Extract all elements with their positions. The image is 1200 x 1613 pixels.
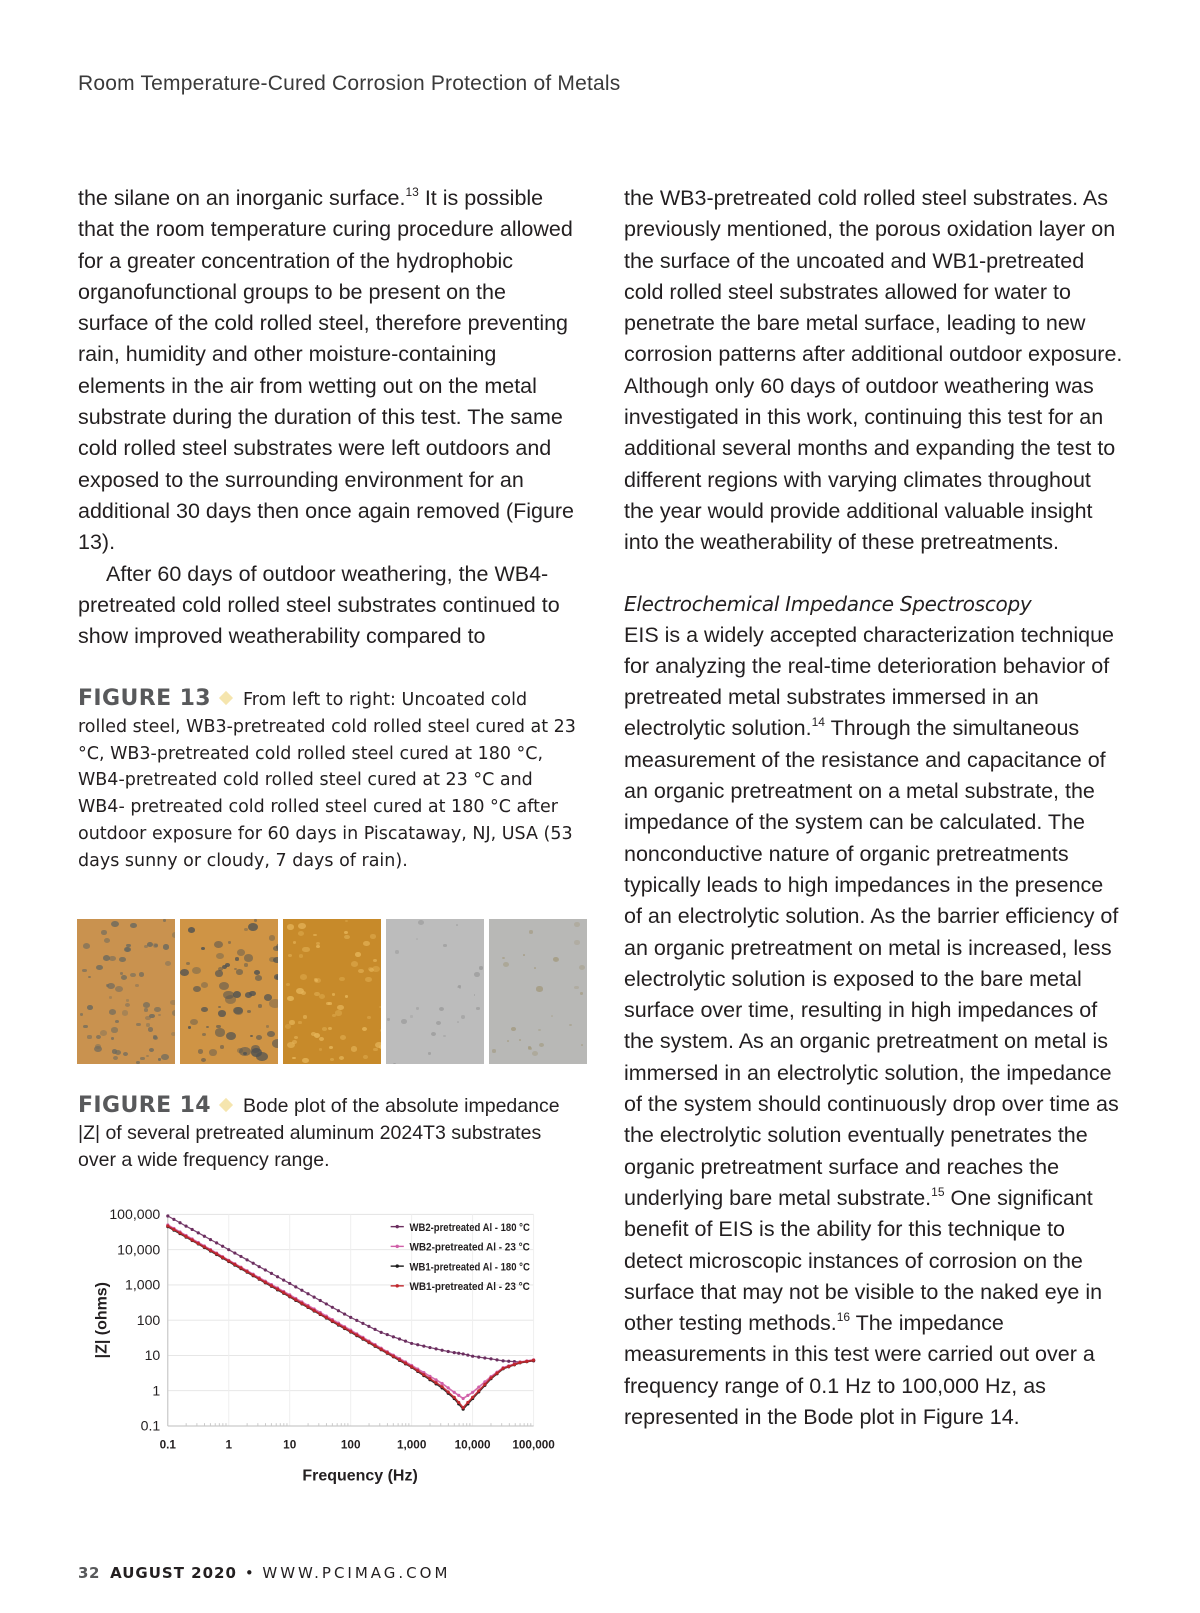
data-point: [166, 1224, 169, 1227]
x-tick-label: 10,000: [454, 1438, 491, 1452]
data-point: [337, 1309, 340, 1312]
data-point: [252, 1262, 255, 1265]
data-point: [313, 1309, 316, 1312]
diamond-icon: [219, 691, 233, 705]
data-point: [288, 1295, 291, 1298]
data-point: [386, 1333, 389, 1336]
data-point: [276, 1288, 279, 1291]
left-column: [78, 183, 578, 652]
sample-photo: [77, 919, 175, 1064]
x-tick-label: 1,000: [396, 1438, 427, 1452]
bode-plot-svg: [78, 1205, 598, 1520]
x-tick-label: 0.1: [159, 1438, 176, 1452]
data-point: [422, 1373, 425, 1376]
figure-14-label: FIGURE 14: [78, 1093, 211, 1118]
footnote-ref: 16: [836, 1310, 851, 1325]
data-point: [502, 1367, 505, 1370]
data-point: [428, 1346, 431, 1349]
y-tick-label: 100,000: [109, 1206, 161, 1223]
y-tick-label: 10,000: [117, 1241, 161, 1258]
figure-13-caption: [78, 686, 578, 875]
data-point: [404, 1362, 407, 1365]
data-point: [466, 1401, 469, 1404]
data-point: [355, 1333, 358, 1336]
y-axis-title: |Z| (ohms): [93, 1282, 111, 1359]
text-span: EIS is a widely accepted characterization technique for analyzing the real-time deterioration behavior of pretreated metal substrates immersed in an electrolytic solution.: [624, 622, 1114, 741]
data-point: [203, 1245, 206, 1248]
data-point: [495, 1358, 498, 1361]
data-point: [453, 1396, 456, 1399]
data-point: [306, 1305, 309, 1308]
data-point: [367, 1340, 370, 1343]
data-point: [447, 1386, 450, 1389]
data-point: [410, 1342, 413, 1345]
data-point: [462, 1406, 465, 1409]
data-point: [489, 1357, 492, 1360]
data-point: [462, 1397, 465, 1400]
data-point: [398, 1358, 401, 1361]
legend-label: WB2-pretreated Al - 23 °C: [409, 1241, 530, 1254]
x-axis-title: Frequency (Hz): [302, 1467, 418, 1485]
data-point: [239, 1266, 242, 1269]
legend-label: WB1-pretreated Al - 180 °C: [409, 1261, 530, 1274]
data-point: [361, 1337, 364, 1340]
running-head: Room Temperature-Cured Corrosion Protection of Metals: [78, 72, 621, 95]
data-point: [197, 1242, 200, 1245]
data-point: [276, 1275, 279, 1278]
website-link[interactable]: WWW.PCIMAG.COM: [262, 1564, 451, 1582]
legend-label: WB2-pretreated Al - 180 °C: [409, 1221, 530, 1234]
data-point: [282, 1279, 285, 1282]
y-tick-label: 0.1: [140, 1417, 161, 1434]
data-point: [227, 1259, 230, 1262]
text-span: One significant benefit of EIS is the ability for this technique to detect microscopic instances of corrosion on the surface that may not be visible to the naked eye in other testing methods.: [624, 1185, 1103, 1336]
data-point: [258, 1277, 261, 1280]
data-point: [319, 1312, 322, 1315]
data-point: [471, 1391, 474, 1394]
sample-photo: [283, 919, 381, 1064]
data-point: [392, 1335, 395, 1338]
data-point: [477, 1356, 480, 1359]
page-number: 32: [78, 1564, 101, 1582]
data-point: [184, 1225, 187, 1228]
data-point: [300, 1289, 303, 1292]
data-point: [337, 1323, 340, 1326]
text-span: Through the simultaneous measurement of the resistance and capacitance of an organic pretreatment on a metal substrate, the impedance of the system can be calculated. The nonconductive nature of organic pretreatments typically leads to high impedances in the presence of an electrolytic solution. As the barrier efficiency of an organic pretreatment on metal is increased, less electrolytic solution is exposed to the bare metal surface over time, resulting in high impedances of the system. As an organic pretreatment on metal is immersed in an electrolytic solution, the impedance of the system should continuously drop over time as the electrolytic solution eventually penetrates the organic pretreatment surface and reaches the underlying bare metal substrate.: [624, 716, 1119, 1210]
data-point: [416, 1343, 419, 1346]
data-point: [349, 1330, 352, 1333]
data-point: [264, 1268, 267, 1271]
data-point: [166, 1214, 169, 1217]
data-point: [518, 1361, 521, 1364]
data-point: [270, 1284, 273, 1287]
data-point: [227, 1248, 230, 1251]
sample-photo: [180, 919, 278, 1064]
data-point: [457, 1352, 460, 1355]
data-point: [483, 1356, 486, 1359]
data-point: [525, 1360, 528, 1363]
data-point: [502, 1359, 505, 1362]
data-point: [343, 1312, 346, 1315]
y-tick-label: 1: [152, 1382, 161, 1399]
footnote-ref: 15: [931, 1184, 945, 1199]
data-point: [404, 1340, 407, 1343]
bode-plot: [78, 1205, 598, 1520]
left-paragraph-2: After 60 days of outdoor weathering, the WB4-pretreated cold rolled steel substrates continued to show improved weatherability compared to: [78, 561, 560, 649]
data-point: [483, 1383, 486, 1386]
data-point: [313, 1296, 316, 1299]
right-paragraph-2: [624, 620, 1124, 1434]
diamond-icon: [219, 1098, 233, 1112]
data-point: [466, 1394, 469, 1397]
data-point: [306, 1292, 309, 1295]
data-point: [532, 1359, 535, 1362]
text-span: It is possible that the room temperature curing procedure allowed for a greater concentration of the hydrophobic organofunctional groups to be present on the surface of the cold rolled steel, therefore preventing rain, humidity and other moisture-containing elements in the air from wetting out on the metal substrate during the duration of this test. The same cold rolled steel substrates were left outdoors and exposed to the surrounding environment for an additional 30 days then once again removed (Figure 13).: [78, 186, 575, 555]
data-point: [434, 1347, 437, 1350]
data-point: [477, 1386, 480, 1389]
figure-14-caption: [78, 1092, 578, 1174]
separator: •: [244, 1564, 255, 1582]
data-point: [172, 1228, 175, 1231]
data-point: [380, 1348, 383, 1351]
data-point: [410, 1365, 413, 1368]
data-point: [300, 1302, 303, 1305]
data-point: [462, 1352, 465, 1355]
data-point: [343, 1326, 346, 1329]
legend-marker: [396, 1245, 399, 1248]
data-point: [172, 1218, 175, 1221]
x-tick-label: 1: [225, 1438, 233, 1452]
x-tick-label: 10: [283, 1438, 297, 1452]
data-point: [447, 1350, 450, 1353]
x-tick-label: 100: [340, 1438, 361, 1452]
data-point: [380, 1331, 383, 1334]
data-point: [209, 1249, 212, 1252]
data-point: [398, 1337, 401, 1340]
data-point: [471, 1396, 474, 1399]
data-point: [233, 1263, 236, 1266]
data-point: [507, 1365, 510, 1368]
data-point: [355, 1319, 358, 1322]
legend-marker: [396, 1284, 399, 1287]
data-point: [325, 1302, 328, 1305]
data-point: [245, 1270, 248, 1273]
data-point: [416, 1369, 419, 1372]
data-point: [440, 1382, 443, 1385]
data-point: [264, 1281, 267, 1284]
y-tick-label: 100: [136, 1311, 161, 1328]
data-point: [422, 1345, 425, 1348]
data-point: [252, 1274, 255, 1277]
data-point: [428, 1377, 431, 1380]
data-point: [367, 1325, 370, 1328]
data-point: [221, 1256, 224, 1259]
data-point: [471, 1355, 474, 1358]
legend-label: WB1-pretreated Al - 23 °C: [409, 1281, 530, 1294]
data-point: [331, 1306, 334, 1309]
data-point: [457, 1401, 460, 1404]
data-point: [191, 1238, 194, 1241]
data-point: [477, 1389, 480, 1392]
data-point: [319, 1299, 322, 1302]
data-point: [203, 1235, 206, 1238]
data-point: [191, 1228, 194, 1231]
legend-marker: [396, 1264, 399, 1267]
data-point: [221, 1245, 224, 1248]
right-paragraph-1: the WB3-pretreated cold rolled steel substrates. As previously mentioned, the porous oxidation layer on the surface of the uncoated and WB1-pretreated cold rolled steel substrates allowed for water to penetrate the bare metal surface, leading to new corrosion patterns after additional outdoor exposure. Although only 60 days of outdoor weathering was investigated in this work, continuing this test for an additional several months and expanding the test to different regions with varying climates throughout the year would provide additional valuable insight into the weatherability of these pretreatments.: [624, 186, 1123, 555]
page-footer: [78, 1564, 450, 1582]
data-point: [507, 1360, 510, 1363]
data-point: [294, 1298, 297, 1301]
data-point: [282, 1291, 285, 1294]
y-tick-label: 1,000: [125, 1276, 161, 1293]
right-column: [624, 183, 1124, 1433]
data-point: [239, 1255, 242, 1258]
text-span: the silane on an inorganic surface.: [78, 186, 406, 210]
data-point: [178, 1231, 181, 1234]
data-point: [386, 1351, 389, 1354]
data-point: [215, 1241, 218, 1244]
data-point: [466, 1353, 469, 1356]
data-point: [440, 1385, 443, 1388]
data-point: [447, 1390, 450, 1393]
data-point: [373, 1328, 376, 1331]
legend-marker: [396, 1225, 399, 1228]
data-point: [197, 1231, 200, 1234]
data-point: [453, 1391, 456, 1394]
section-heading: Electrochemical Impedance Spectroscopy: [624, 591, 1032, 616]
left-paragraph-1: [78, 183, 578, 559]
data-point: [294, 1285, 297, 1288]
footnote-ref: 14: [811, 715, 825, 730]
data-point: [258, 1265, 261, 1268]
y-tick-label: 10: [144, 1347, 161, 1364]
data-point: [489, 1376, 492, 1379]
data-point: [209, 1238, 212, 1241]
data-point: [245, 1258, 248, 1261]
data-point: [373, 1344, 376, 1347]
data-point: [325, 1316, 328, 1319]
data-point: [233, 1251, 236, 1254]
data-point: [457, 1394, 460, 1397]
data-point: [453, 1351, 456, 1354]
data-point: [513, 1363, 516, 1366]
data-point: [270, 1272, 273, 1275]
data-point: [495, 1372, 498, 1375]
figure-14-caption-text: Bode plot of the absolute impedance |Z| of several pretreated aluminum 2024T3 substrates over a wide frequency range.: [78, 1095, 560, 1171]
figure-13-photos: [77, 919, 587, 1064]
data-point: [178, 1221, 181, 1224]
issue-date: AUGUST 2020: [110, 1564, 237, 1582]
text-span: The impedance measurements in this test were carried out over a frequency range of 0.1 Hz to 100,000 Hz, as represented in the Bode plot in Figure 14.: [624, 1311, 1095, 1429]
data-point: [184, 1235, 187, 1238]
x-tick-label: 100,000: [512, 1438, 555, 1452]
data-point: [392, 1355, 395, 1358]
data-point: [349, 1316, 352, 1319]
figure-13-caption-text: From left to right: Uncoated cold rolled steel, WB3-pretreated cold rolled steel cured at 23 °C, WB3-pretreated cold rolled steel cured at 180 °C, WB4-pretreated cold rolled steel cured at 23 °C and WB4- pretreated cold rolled steel cured at 180 °C after outdoor exposure for 60 days in Piscataway, NJ, USA (53 days sunny or cloudy, 7 days of rain).: [78, 690, 576, 871]
footnote-ref: 13: [405, 185, 419, 199]
data-point: [215, 1252, 218, 1255]
sample-photo: [489, 919, 587, 1064]
data-point: [440, 1349, 443, 1352]
figure-13-label: FIGURE 13: [78, 686, 211, 711]
data-point: [288, 1282, 291, 1285]
data-point: [361, 1322, 364, 1325]
data-point: [331, 1319, 334, 1322]
data-point: [434, 1381, 437, 1384]
sample-photo: [386, 919, 484, 1064]
